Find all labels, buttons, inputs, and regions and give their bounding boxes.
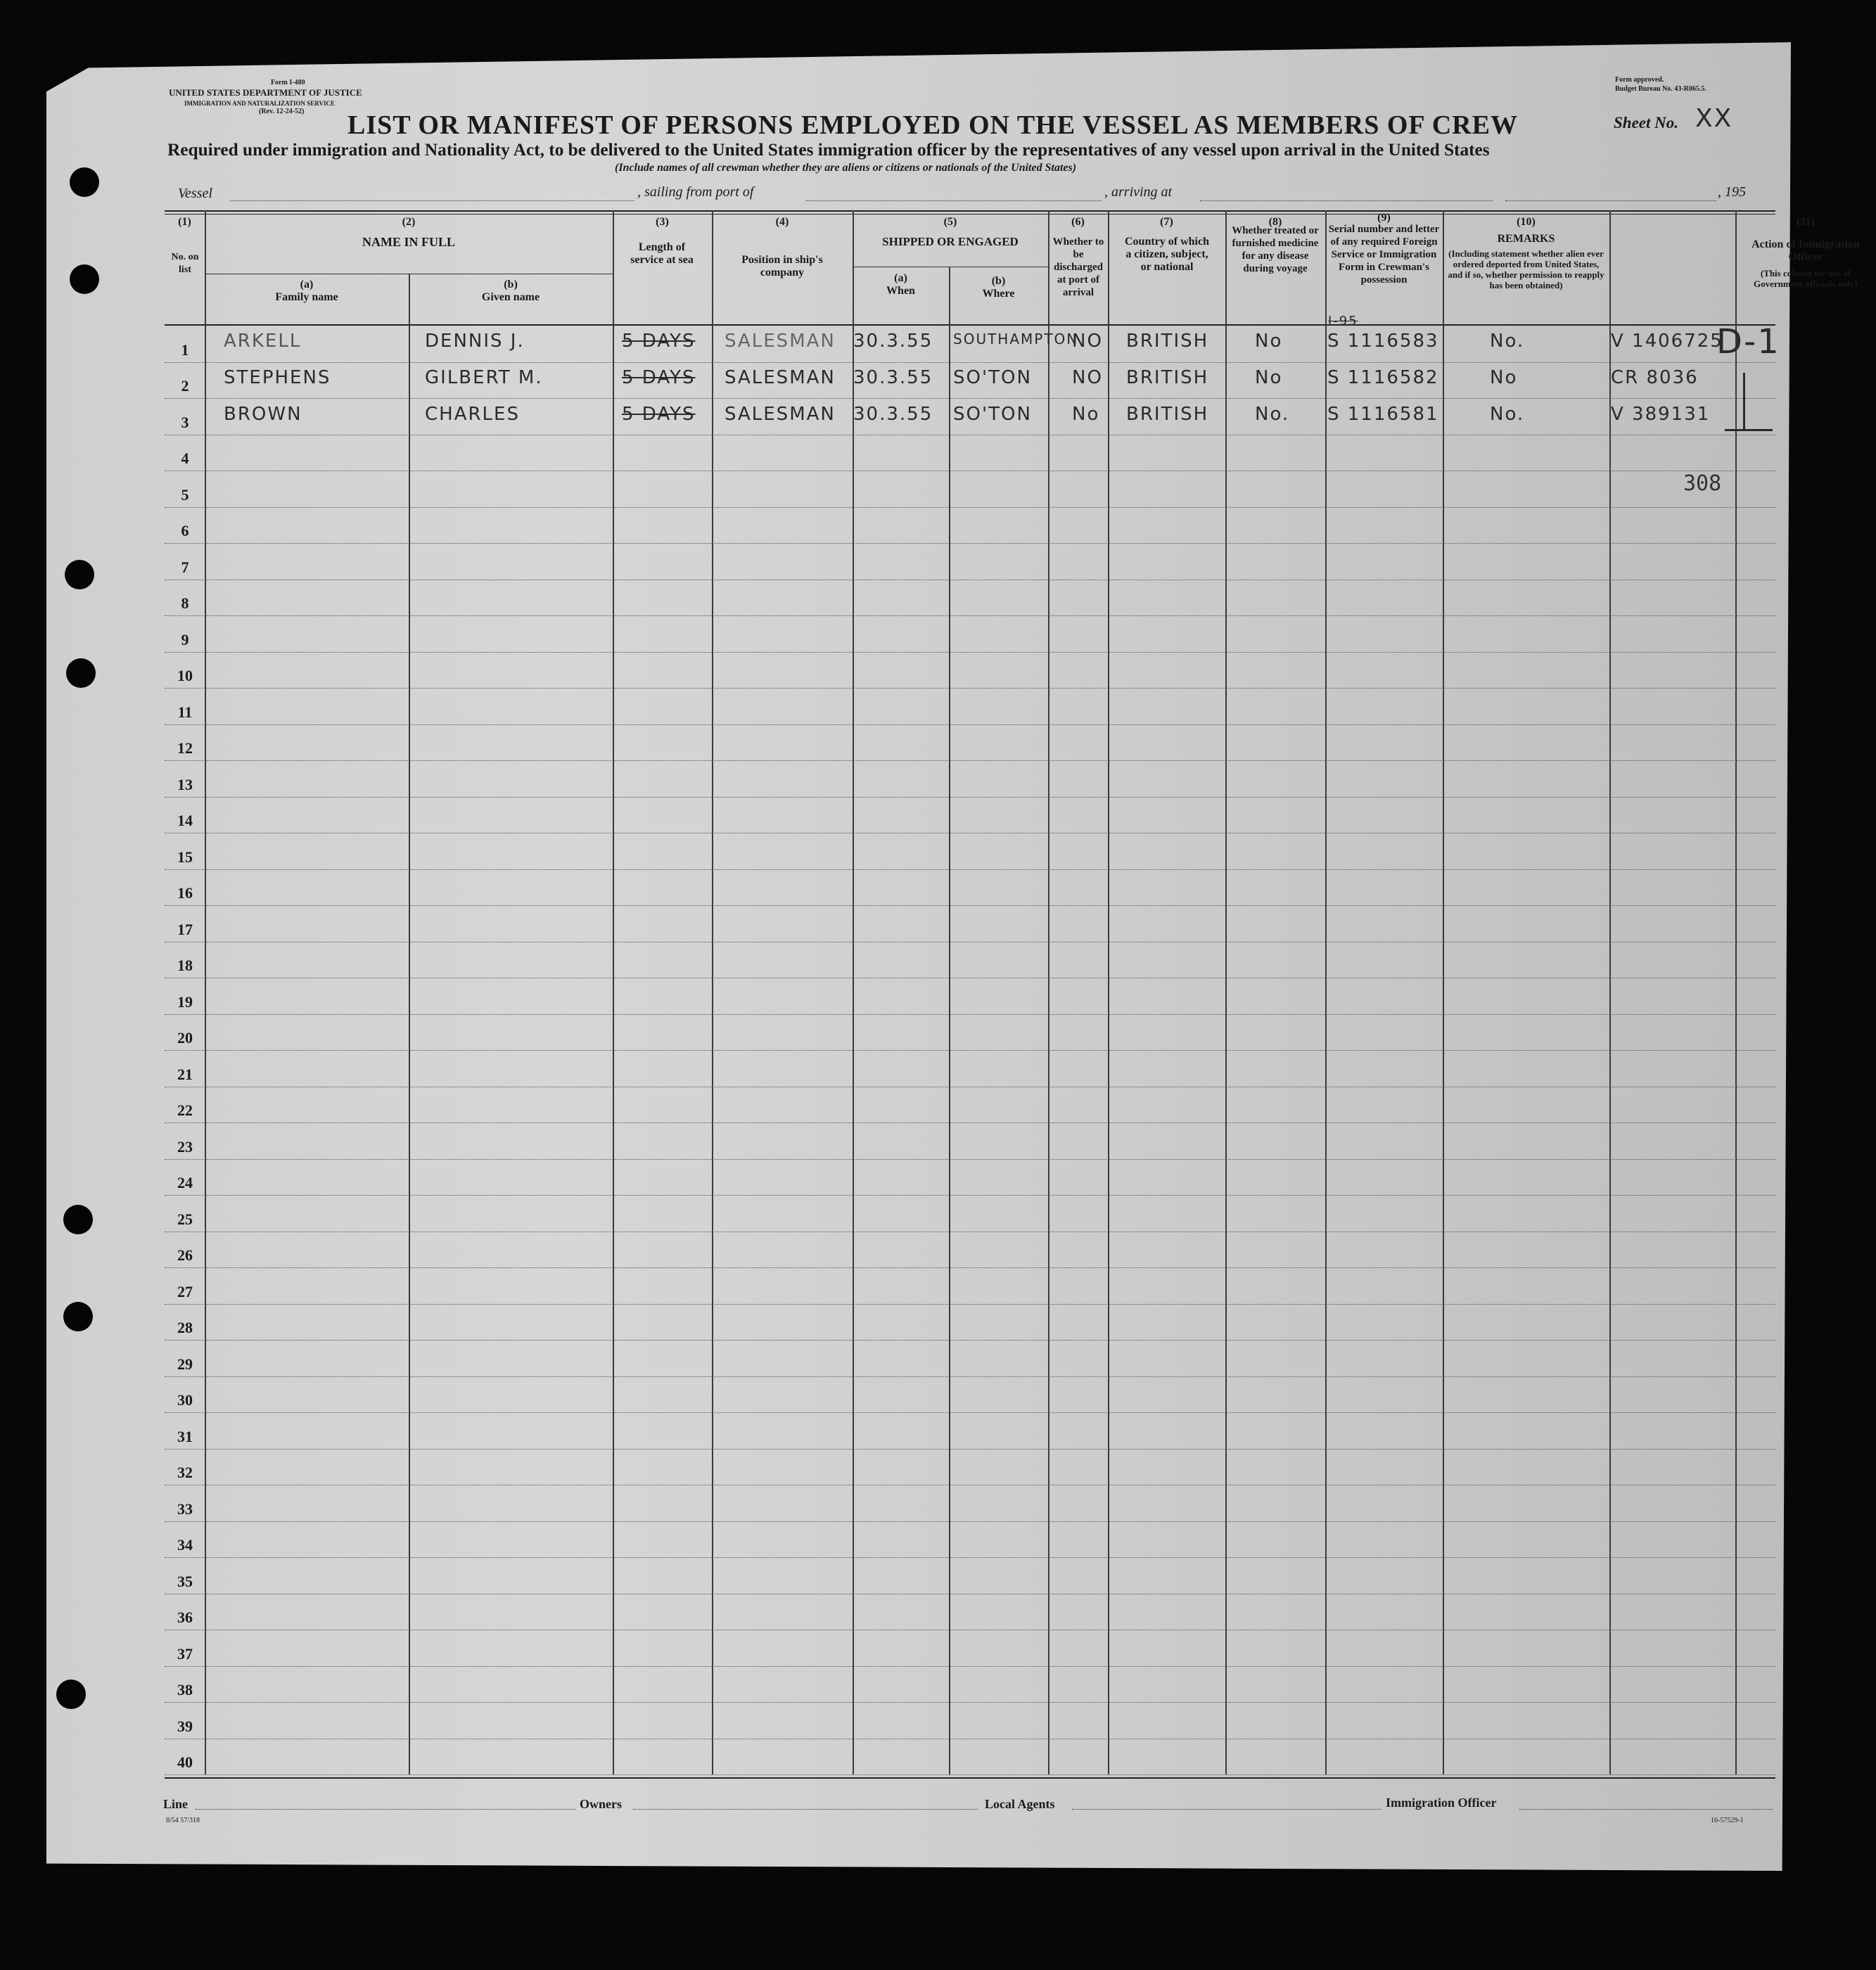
department: UNITED STATES DEPARTMENT OF JUSTICE: [169, 87, 362, 98]
entry-discharged: NO: [1072, 367, 1103, 388]
col5a-num: (a): [894, 272, 907, 284]
col2-num: (2): [402, 216, 416, 228]
annotation-d1: D-1: [1716, 322, 1780, 362]
entry-discharged: No: [1072, 404, 1100, 425]
row-line: [165, 398, 1775, 399]
sheet-label: Sheet No.: [1614, 114, 1678, 132]
col2a-label: Family name: [275, 291, 338, 303]
col5-label: SHIPPED OR ENGAGED: [882, 235, 1019, 248]
col6-label: Whether to be discharged at port of arrival: [1052, 236, 1104, 298]
row-number: 17: [177, 920, 193, 938]
sheet-number: XX: [1695, 104, 1733, 133]
col7-label: Country of which a citizen, subject, or national: [1124, 236, 1209, 273]
row-line: [165, 471, 1775, 472]
punch-hole: [65, 560, 94, 589]
row-line: [165, 1702, 1775, 1703]
page-title: LIST OR MANIFEST OF PERSONS EMPLOYED ON THE VESSEL AS MEMBERS OF CREW: [347, 110, 1518, 140]
row-line: [165, 1087, 1775, 1088]
entry-position: SALESMAN: [725, 367, 836, 388]
entry-service: 5 DAYS: [622, 367, 696, 388]
col9-label: Serial number and letter of any required Foreign Service or Immigration Form in Crewman's possession: [1328, 224, 1440, 286]
row-line: [165, 1557, 1775, 1559]
row-number: 15: [177, 848, 193, 866]
col10-label: REMARKS: [1497, 233, 1555, 245]
row-line: [165, 978, 1775, 979]
row-number: 26: [177, 1246, 193, 1264]
row-line: [165, 942, 1775, 943]
punch-hole: [66, 658, 96, 688]
col5a-label: When: [886, 285, 915, 297]
row-number: 25: [177, 1210, 193, 1228]
row-line: [165, 833, 1775, 834]
annotation-308: 308: [1683, 471, 1722, 496]
punch-hole: [63, 1302, 93, 1331]
entry-country: BRITISH: [1126, 404, 1209, 425]
entry-serial-top: I-95: [1328, 314, 1358, 328]
entry-family: BROWN: [224, 404, 302, 425]
row-line: [165, 1050, 1775, 1051]
row-line: [165, 1159, 1775, 1160]
footer-owners-field: [633, 1809, 978, 1810]
punch-hole: [56, 1680, 86, 1709]
col4-num: (4): [775, 216, 789, 228]
entry-when: 30.3.55: [853, 331, 933, 352]
footer-agents-field: [1072, 1809, 1382, 1810]
row-line: [165, 1449, 1775, 1450]
row-number: 3: [181, 413, 189, 431]
row-line: [165, 1267, 1775, 1269]
entry-position: SALESMAN: [725, 404, 836, 425]
crew-table: [165, 210, 1860, 1774]
col11-label: Action of Immigration Officer: [1751, 238, 1860, 263]
row-line: [165, 615, 1775, 617]
row-number: 22: [177, 1101, 193, 1119]
entry-remarks: No.: [1490, 331, 1525, 352]
row-number: 39: [177, 1717, 193, 1735]
sailing-field: [806, 200, 1102, 201]
footer-line-label: Line: [163, 1797, 189, 1811]
col10-num: (10): [1517, 216, 1536, 228]
row-line: [165, 1774, 1775, 1776]
entry-family: STEPHENS: [224, 367, 331, 388]
row-number: 21: [177, 1065, 193, 1083]
entry-given: GILBERT M.: [425, 367, 543, 388]
year-label: , 195: [1718, 184, 1746, 200]
row-number: 38: [177, 1681, 193, 1699]
row-number: 33: [177, 1499, 193, 1518]
row-line: [165, 1739, 1775, 1740]
entry-serial: S 1116583: [1327, 331, 1439, 352]
col5b-num: (b): [991, 275, 1006, 287]
entry-country: BRITISH: [1126, 367, 1209, 388]
row-line: [165, 1412, 1775, 1414]
entry-action: V 389131: [1611, 404, 1711, 425]
row-line: [165, 688, 1775, 689]
row-number: 13: [177, 775, 193, 793]
table-bottom-line: [165, 1777, 1775, 1779]
col4-label: Position in ship's company: [741, 254, 823, 279]
entry-serial: S 1116582: [1327, 367, 1439, 388]
entry-action: V 1406725: [1611, 331, 1723, 352]
row-line: [165, 1232, 1775, 1233]
row-number: 5: [181, 485, 189, 504]
col11-note: (This column for use of Government officials only): [1753, 268, 1858, 289]
row-number: 20: [177, 1029, 193, 1047]
row-line: [165, 507, 1775, 509]
row-line: [165, 1485, 1775, 1486]
row-line: [165, 580, 1775, 581]
footer-line-field: [196, 1809, 575, 1810]
footer-officer-field: [1519, 1809, 1773, 1810]
subtitle: Required under immigration and Nationality Act, to be delivered to the United States immigration officer by the representatives of any vessel upon arrival in the United States: [167, 140, 1490, 160]
col2b-label: Given name: [481, 291, 540, 303]
row-line: [165, 435, 1775, 436]
footer-code-right: 16-57529-1: [1711, 1817, 1744, 1824]
entry-given: DENNIS J.: [425, 331, 525, 352]
col3-num: (3): [656, 216, 669, 228]
arriving-label: , arriving at: [1104, 184, 1173, 200]
col1-label: No. on list: [171, 252, 199, 275]
row-line: [165, 652, 1775, 653]
row-number: 16: [177, 884, 193, 902]
budget-bureau: Budget Bureau No. 43-R065.5.: [1615, 85, 1706, 93]
col6-num: (6): [1071, 216, 1085, 228]
row-line: [165, 1304, 1775, 1305]
row-line: [165, 1122, 1775, 1124]
annotation-bracket: [1743, 373, 1745, 429]
form-approved: Form approved.: [1615, 76, 1664, 84]
row-number: 36: [177, 1608, 193, 1626]
row-number: 7: [181, 558, 189, 576]
row-number: 10: [177, 667, 193, 684]
entry-when: 30.3.55: [853, 404, 933, 425]
entry-country: BRITISH: [1126, 331, 1209, 352]
punch-hole: [63, 1205, 93, 1234]
row-number: 31: [177, 1427, 193, 1445]
row-line: [165, 1521, 1775, 1523]
entry-discharged: NO: [1072, 331, 1103, 352]
col7-num: (7): [1160, 216, 1173, 228]
row-number: 1: [181, 340, 189, 359]
row-line: [165, 1666, 1775, 1668]
form-number: Form I-480: [271, 79, 305, 87]
entry-medicine: No: [1255, 367, 1283, 388]
entry-where: SOUTHAMPTON: [953, 331, 1079, 347]
row-line: [165, 905, 1775, 907]
footer-code-left: 8/54 57/318: [166, 1817, 200, 1824]
col2b-num: (b): [504, 279, 518, 290]
col2a-num: (a): [300, 279, 314, 290]
entry-remarks: No: [1490, 367, 1518, 388]
row-number: 27: [177, 1282, 193, 1300]
col2-label: NAME IN FULL: [362, 235, 455, 249]
row-number: 29: [177, 1355, 193, 1373]
row-number: 19: [177, 992, 193, 1011]
row-number: 8: [181, 594, 189, 612]
row-line: [165, 1014, 1775, 1016]
row-line: [165, 1340, 1775, 1341]
revision: (Rev. 12-24-52): [259, 108, 305, 115]
row-line: [165, 724, 1775, 726]
entry-medicine: No.: [1255, 404, 1290, 425]
row-line: [165, 1594, 1775, 1595]
footer-agents-label: Local Agents: [985, 1797, 1055, 1811]
entry-position: SALESMAN: [725, 331, 836, 352]
row-number: 30: [177, 1391, 193, 1409]
annotation-bracket-foot: [1725, 429, 1773, 431]
row-number: 9: [181, 630, 189, 648]
col9-num: (9): [1377, 212, 1391, 224]
col8-label: Whether treated or furnished medicine for any disease during voyage: [1232, 225, 1319, 274]
entry-when: 30.3.55: [853, 367, 933, 388]
entry-service: 5 DAYS: [622, 404, 696, 425]
col10-note: (Including statement whether alien ever ordered deported from United States, and if so, whether permission to reapply has been obtained): [1448, 248, 1604, 290]
row-line: [165, 543, 1775, 544]
entry-service: 5 DAYS: [622, 331, 696, 352]
entry-serial: S 1116581: [1327, 404, 1439, 425]
col5-num: (5): [943, 216, 957, 228]
row-line: [165, 1195, 1775, 1196]
row-number: 23: [177, 1137, 193, 1156]
row-number: 18: [177, 957, 193, 974]
entry-where: SO'TON: [953, 404, 1032, 425]
row-number: 40: [177, 1753, 193, 1771]
vessel-field: [230, 200, 634, 201]
col5b-label: Where: [982, 288, 1015, 300]
punch-hole: [70, 264, 99, 294]
row-line: [165, 1376, 1775, 1378]
col1-num: (1): [178, 216, 191, 228]
include-note: (Include names of all crewman whether they are aliens or citizens or nationals of the United States): [615, 162, 1077, 174]
entry-given: CHARLES: [425, 404, 520, 425]
col8-num: (8): [1268, 216, 1282, 228]
vessel-label: Vessel: [178, 186, 212, 201]
row-number: 35: [177, 1572, 193, 1590]
entry-medicine: No: [1255, 331, 1283, 352]
row-line: [165, 797, 1775, 798]
row-line: [165, 760, 1775, 762]
date-field: [1505, 200, 1716, 201]
punch-hole: [70, 167, 99, 197]
row-number: 11: [177, 703, 193, 721]
row-line: [165, 1630, 1775, 1631]
footer-officer-label: Immigration Officer: [1386, 1796, 1497, 1810]
row-line: [165, 869, 1775, 871]
col11-num: (11): [1797, 216, 1815, 228]
row-number: 32: [177, 1464, 193, 1481]
row-number: 14: [177, 812, 193, 829]
row-number: 28: [177, 1319, 193, 1336]
row-number: 37: [177, 1644, 193, 1663]
row-number: 2: [181, 377, 189, 395]
row-number: 34: [177, 1536, 193, 1554]
col3-label: Length of service at sea: [630, 241, 694, 266]
entry-remarks: No.: [1490, 404, 1525, 425]
service-name: IMMIGRATION AND NATURALIZATION SERVICE: [184, 100, 335, 107]
entry-family: ARKELL: [224, 331, 302, 352]
footer-owners-label: Owners: [580, 1797, 622, 1811]
arriving-field: [1200, 200, 1493, 201]
entry-where: SO'TON: [953, 367, 1032, 388]
entry-action: CR 8036: [1611, 367, 1699, 388]
row-number: 4: [181, 449, 189, 467]
row-number: 12: [177, 739, 193, 757]
sailing-label: , sailing from port of: [637, 184, 754, 200]
row-number: 6: [181, 522, 189, 539]
row-number: 24: [177, 1174, 193, 1191]
row-line: [165, 362, 1775, 364]
